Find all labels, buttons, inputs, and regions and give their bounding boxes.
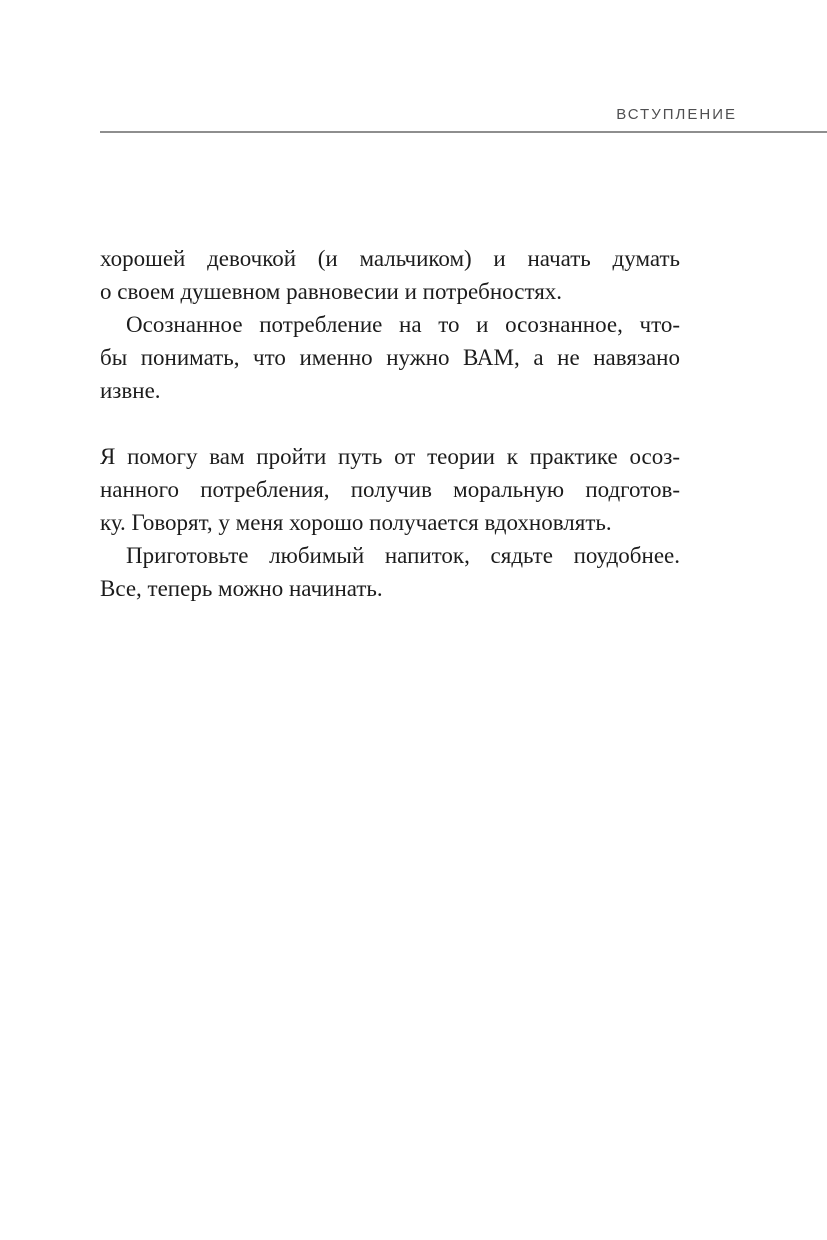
text-line: ку. Говорят, у меня хорошо получается вдохновлять.: [100, 510, 612, 535]
body-text: [100, 242, 680, 605]
paragraph: [100, 539, 680, 605]
text-line: хорошей девочкой (и мальчиком) и начать думать: [100, 246, 680, 271]
paragraph: [100, 242, 680, 308]
paragraph: [100, 308, 680, 407]
text-line: нанного потребления, получив моральную подготов-: [100, 477, 680, 502]
paragraph: [100, 440, 680, 539]
text-line: о своем душевном равновесии и потребностях.: [100, 279, 563, 304]
running-header: ВСТУПЛЕНИЕ: [616, 106, 737, 123]
text-line: Все, теперь можно начинать.: [100, 576, 383, 601]
text-line: Осознанное потребление на то и осознанное, что-: [126, 312, 680, 337]
text-line: извне.: [100, 378, 161, 403]
text-line: Приготовьте любимый напиток, сядьте поудобнее.: [126, 543, 680, 568]
header-rule: [100, 131, 827, 133]
text-line: бы понимать, что именно нужно ВАМ, а не навязано: [100, 345, 680, 370]
text-line: Я помогу вам пройти путь от теории к практике осоз-: [100, 444, 680, 469]
